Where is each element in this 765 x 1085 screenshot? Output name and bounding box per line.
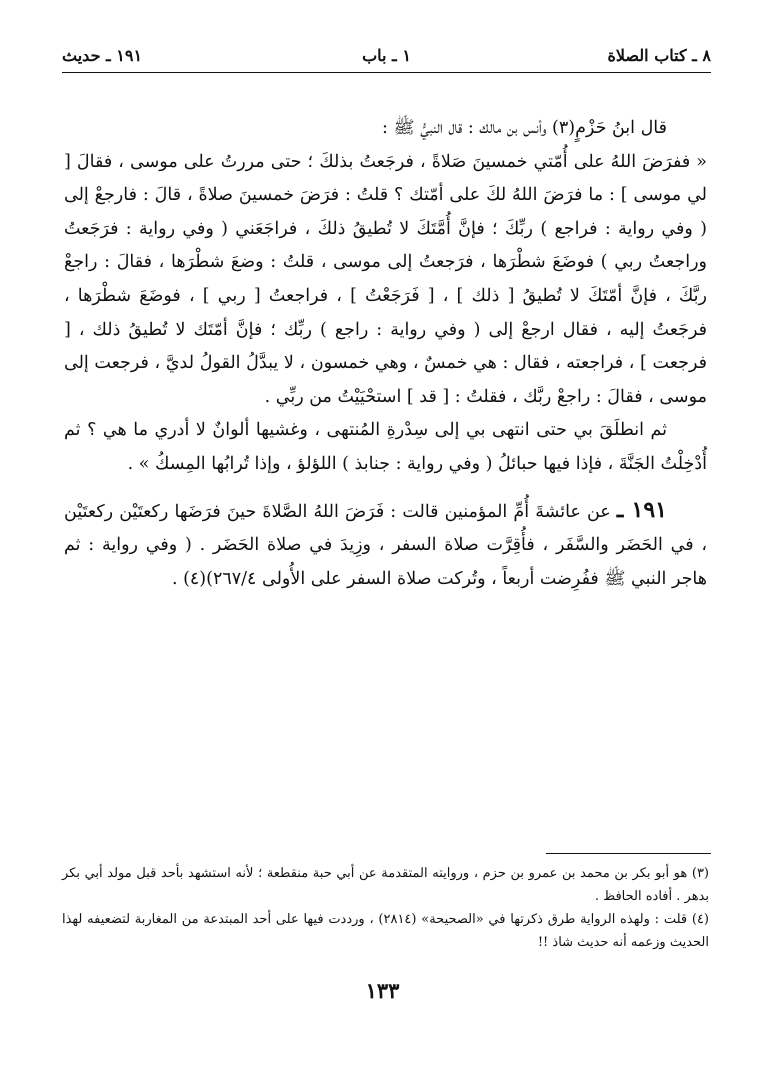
header-divider [62,72,711,73]
paragraph-narration-intro: قال ابنُ حَزْمٍ(٣) وأنس بن مالك : قال النبيُّ ﷺ : [382,118,667,138]
page-number: ١٣٣ [365,978,400,1003]
footnote-3: (٣) هو أبو بكر بن محمد بن عمرو بن حزم ، وروايته المتقدمة عن أبي حبة منقطعة ؛ لأنه استشهد بأحد قبل مولد أبي بكر بدهر . أفاده الحافظ . [62,866,709,904]
paragraph-narration-text: « ففرَضَ اللهُ على أُمّتي خمسينَ صَلاةً ، فرجَعتُ بذلكَ ؛ حتى مررتُ على موسى ، فقالَ [ لي موسى ] : ما فرَضَ اللهُ لكَ على أمّتك ؟ قلتُ : فرَضَ خمسينَ صلاةً ، قالَ : فارجعْ إلى ( وفي رواية : فراجع ) ربِّكَ ؛ فإنَّ أُمَّتَكَ لا تُطيقُ ذلكَ ، فراجَعَني ( وفي رواية : فرَجَعتُ وراجعتُ ربي ) فوضَعَ شطْرَها ، فرَجعتُ إلى موسى ، قلتُ : وضعَ شطْرَها ، فقالَ : راجعْ ربَّكَ ، فإنَّ أمّتَكَ لا تُطيقُ [ ذلك ] ، [ فَرَجَعْتُ ] ، فراجعتُ [ ربي ] ، فوضَعَ شطْرَها ، فرجَعتُ إليه ، فقال ارجعْ إلى ( وفي رواية : راجع ) ربِّك ؛ فإنَّ أمّتَك لا تُطيقُ ذلك ، [ فرجعت ] ، فراجعته ، فقال : هي خمسٌ ، وهي خمسون ، لا يبدَّلُ القولُ لديَّ ، فرجعت إلى موسى ، فقالَ : راجعْ ربَّك ، فقلتُ : [ قد ] استحْيَيْتُ من ربِّي . [64,151,707,407]
footnote-divider [546,853,711,854]
header-chapter: ٨ ـ كتاب الصلاة [607,46,711,65]
footnotes [62,862,709,954]
paragraph-narration-end: ثم انطلَقَ بي حتى انتهى بي إلى سِدْرةِ المُنتهى ، وغشيها ألوانٌ لا أدري ما هي ؟ ثم أُدْخِلْتُ الجَنَّةَ ، فإذا فيها حبائلُ ( وفي رواية : جنابذ ) اللؤلؤ ، وإذا تُرابُها المِسكُ » . [64,420,707,474]
running-header [62,40,711,74]
main-text [64,112,707,596]
hadith-number: ١٩١ ـ [616,496,667,523]
footnote-4: (٤) قلت : ولهذه الرواية طرق ذكرتها في «الصحيحة» (٢٨١٤) ، ورددت فيها على أحد المبتدعة من المغاربة لتضعيفه لهذا الحديث وزعمه أنه حديث شاذ !! [62,912,709,950]
hadith-191 [64,494,707,597]
hadith-text: عن عائشةَ أُمِّ المؤمنين قالت : فَرَضَ اللهُ الصَّلاةَ حينَ فرَضَها ركعتَيْن ركعتَيْن ، في الحَضَر والسَّفَر ، فأُقِرَّت صلاة السفر ، وزِيدَ في صلاة الحَضَر . ( وفي رواية : ثم هاجر النبي ﷺ ففُرِضت أربعاً ، وتُركت صلاة السفر على الأُولى ٢٦٧/٤)(٤) . [64,501,707,589]
header-section: ١ ـ باب [362,46,411,65]
header-hadith-number: ١٩١ ـ حديث [62,46,143,65]
